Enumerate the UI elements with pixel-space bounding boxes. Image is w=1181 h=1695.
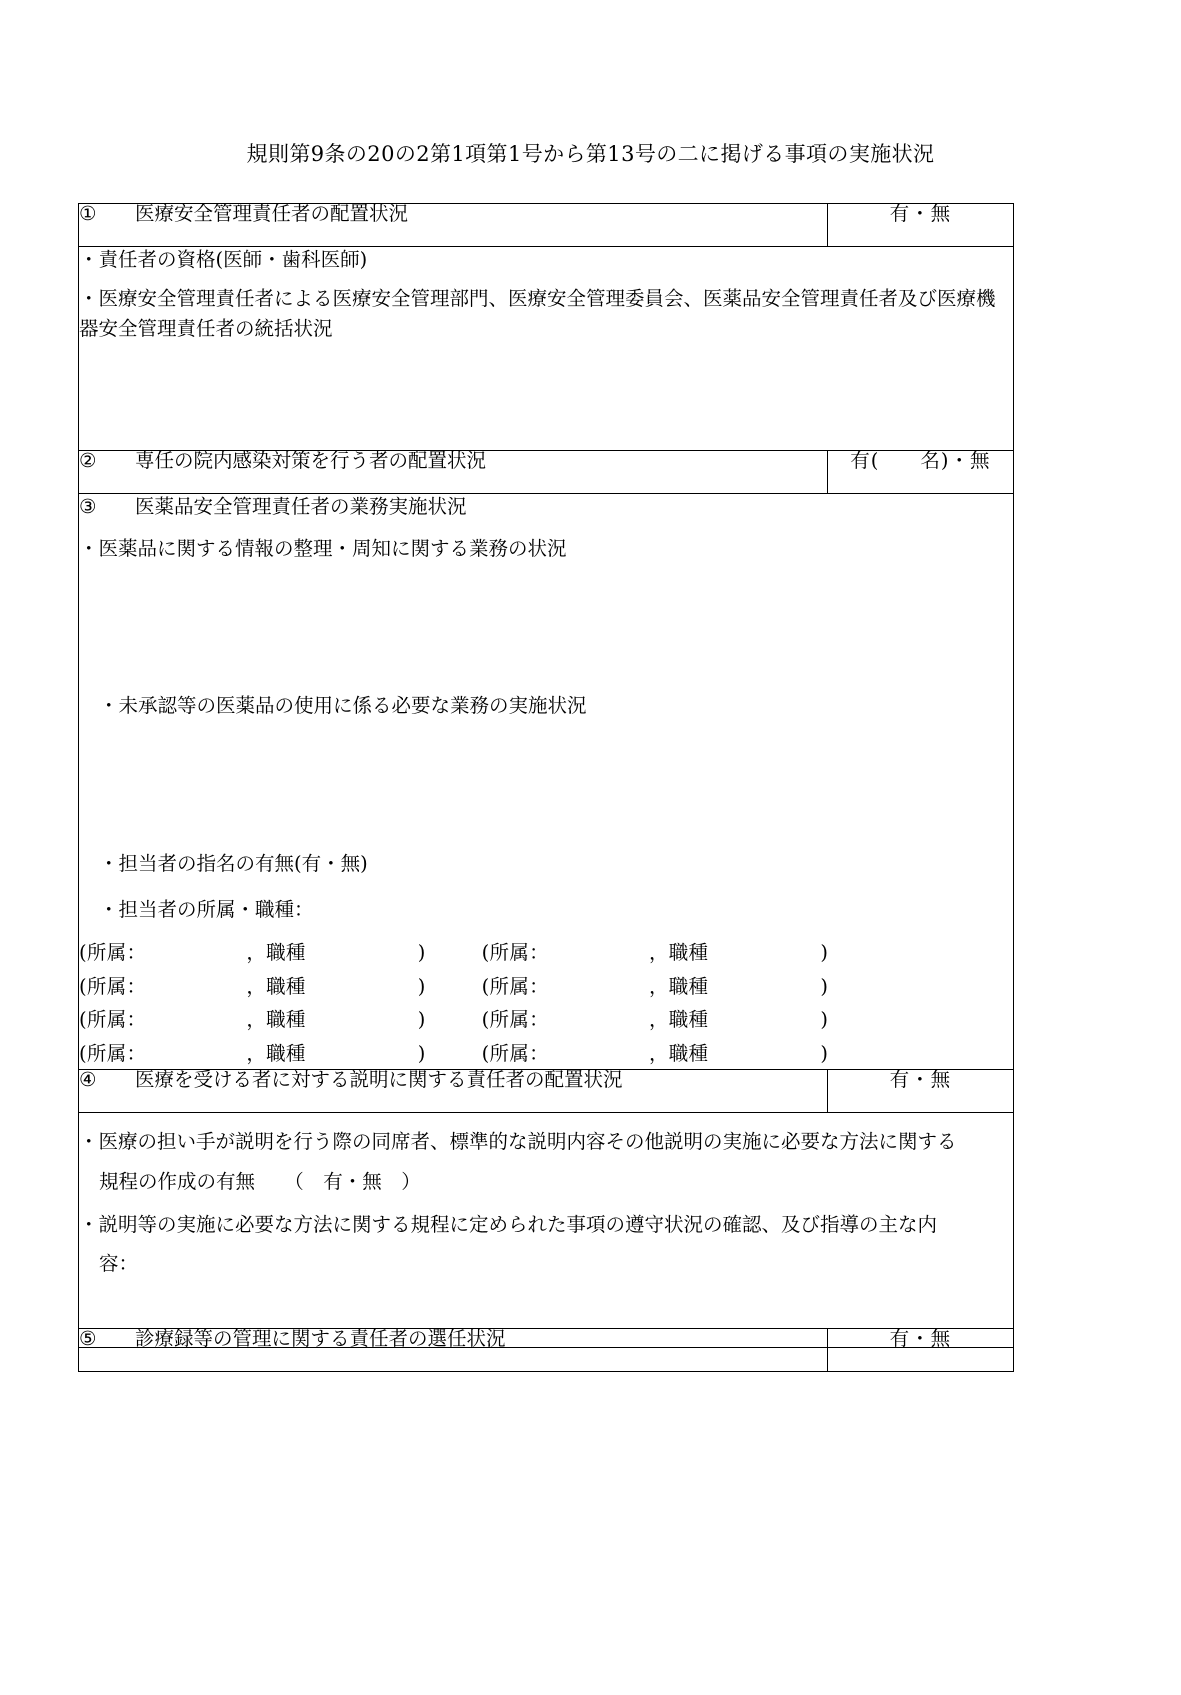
section-2-answer-value: 有( 名)・無 — [850, 448, 991, 472]
section-4-line-1: ・医療の担い手が説明を行う際の同席者、標準的な説明内容その他説明の実施に必要な方法に関する — [79, 1130, 957, 1154]
section-3-writing-space-2[interactable] — [79, 731, 1013, 851]
section-3-bullet-3: ・担当者の指名の有無(有・無) — [99, 851, 368, 875]
affiliation-close-label: ) — [820, 1041, 829, 1065]
section-5-answer-cell[interactable] — [827, 1329, 1013, 1372]
affiliation-field-8[interactable] — [481, 1041, 829, 1065]
affiliation-open-label: (所属： — [481, 974, 549, 998]
section-1-writing-space[interactable] — [79, 354, 1013, 450]
table-row-section-4-body — [79, 1113, 1014, 1347]
table-row-section-5-header — [79, 1329, 1014, 1372]
section-1-line-2: ・医療安全管理責任者による医療安全管理部門、医療安全管理委員会、医薬品安全管理責任者及び医療機器安全管理責任者の統括状況 — [79, 287, 996, 340]
section-4-heading-cell — [79, 1070, 828, 1113]
section-4-answer-cell[interactable] — [827, 1070, 1013, 1113]
table-row-section-2-header — [79, 450, 1014, 493]
section-4-line-2: 規程の作成の有無 （ 有・無 ） — [99, 1169, 421, 1193]
table-row-section-4-header — [79, 1070, 1014, 1113]
affiliation-separator-label: ，職種 — [246, 974, 306, 998]
affiliation-close-label: ) — [417, 1041, 426, 1065]
section-3-bullet-2: ・未承認等の医薬品の使用に係る必要な業務の実施状況 — [99, 694, 587, 718]
section-2-number: ② — [79, 448, 97, 472]
section-4-heading-label: 医療を受ける者に対する説明に関する責任者の配置状況 — [135, 1068, 623, 1092]
section-3-heading-line — [79, 494, 1013, 520]
section-4-number: ④ — [79, 1068, 97, 1092]
affiliation-separator-label: ，職種 — [648, 941, 709, 965]
affiliation-field-1[interactable] — [79, 943, 426, 963]
affiliation-close-label: ) — [417, 1008, 426, 1032]
table-row-section-1-body — [79, 247, 1014, 451]
affiliation-open-label: (所属： — [481, 1008, 549, 1032]
section-1-heading-cell — [79, 204, 828, 247]
section-4-line-4: 容： — [99, 1252, 139, 1276]
record-management-table — [78, 1328, 1014, 1372]
affiliation-row[interactable] — [79, 974, 1013, 998]
affiliation-field-6[interactable] — [482, 1010, 829, 1030]
section-5-heading-cell — [79, 1329, 828, 1372]
section-3-writing-space-1[interactable] — [79, 573, 1013, 693]
affiliation-field-2[interactable] — [482, 943, 829, 963]
affiliation-open-label: (所属： — [79, 974, 147, 998]
section-5-number: ⑤ — [79, 1327, 97, 1350]
section-4-body-cell[interactable] — [79, 1113, 1014, 1350]
affiliation-separator-label: ，職種 — [246, 941, 306, 965]
affiliation-separator-label: ，職種 — [246, 1008, 306, 1032]
affiliation-field-4[interactable] — [481, 974, 829, 998]
section-3-body-cell[interactable] — [79, 493, 1014, 1070]
table-row-section-3-body — [79, 493, 1014, 1070]
section-2-heading-label: 専任の院内感染対策を行う者の配置状況 — [135, 448, 487, 472]
section-3-bullet-1: ・医薬品に関する情報の整理・周知に関する業務の状況 — [79, 537, 567, 561]
affiliation-row[interactable] — [79, 1010, 1013, 1030]
section-3-number: ③ — [79, 494, 97, 518]
section-1-answer-cell[interactable] — [827, 204, 1013, 247]
affiliation-open-label: (所属： — [79, 941, 147, 965]
section-1-number: ① — [79, 202, 97, 225]
page-title: 規則第9条の20の2第1項第1号から第13号の二に掲げる事項の実施状況 — [246, 142, 935, 166]
affiliation-open-label: (所属： — [481, 941, 549, 965]
affiliation-field-7[interactable] — [79, 1041, 426, 1065]
section-2-answer-cell[interactable] — [827, 450, 1013, 493]
section-3-heading-label: 医薬品安全管理責任者の業務実施状況 — [135, 494, 467, 518]
affiliation-separator-label: ，職種 — [648, 1041, 709, 1065]
section-3-bullet-4: ・担当者の所属・職種： — [99, 898, 314, 922]
table-row-section-1-header — [79, 204, 1014, 247]
section-4-answer-value: 有・無 — [889, 1068, 952, 1092]
affiliation-close-label: ) — [820, 941, 829, 965]
affiliation-field-3[interactable] — [79, 974, 426, 998]
affiliation-separator-label: ，職種 — [246, 1041, 306, 1065]
affiliation-field-5[interactable] — [79, 1010, 426, 1030]
section-4-line-3: ・説明等の実施に必要な方法に関する規程に定められた事項の遵守状況の確認、及び指導の主な内 — [79, 1213, 938, 1236]
affiliation-close-label: ) — [820, 1008, 829, 1032]
affiliation-open-label: (所属： — [79, 1008, 147, 1032]
affiliation-row[interactable] — [79, 1041, 1013, 1065]
affiliation-row[interactable] — [79, 943, 1013, 963]
section-1-body-cell[interactable] — [79, 247, 1014, 451]
affiliation-open-label: (所属： — [79, 1041, 147, 1065]
section-1-line-1: ・責任者の資格(医師・歯科医師) — [79, 248, 368, 271]
section-5-answer-value: 有・無 — [889, 1327, 952, 1350]
section-1-answer-value: 有・無 — [889, 202, 952, 225]
implementation-status-table — [78, 203, 1014, 1348]
section-5-heading-label: 診療録等の管理に関する責任者の選任状況 — [135, 1327, 506, 1350]
affiliation-close-label: ) — [417, 974, 426, 998]
affiliation-close-label: ) — [820, 974, 829, 998]
section-1-heading-label: 医療安全管理責任者の配置状況 — [135, 202, 409, 225]
affiliation-separator-label: ，職種 — [648, 1008, 709, 1032]
section-2-heading-cell — [79, 450, 828, 493]
affiliation-open-label: (所属： — [481, 1041, 549, 1065]
affiliation-close-label: ) — [417, 941, 426, 965]
affiliation-separator-label: ，職種 — [648, 974, 709, 998]
